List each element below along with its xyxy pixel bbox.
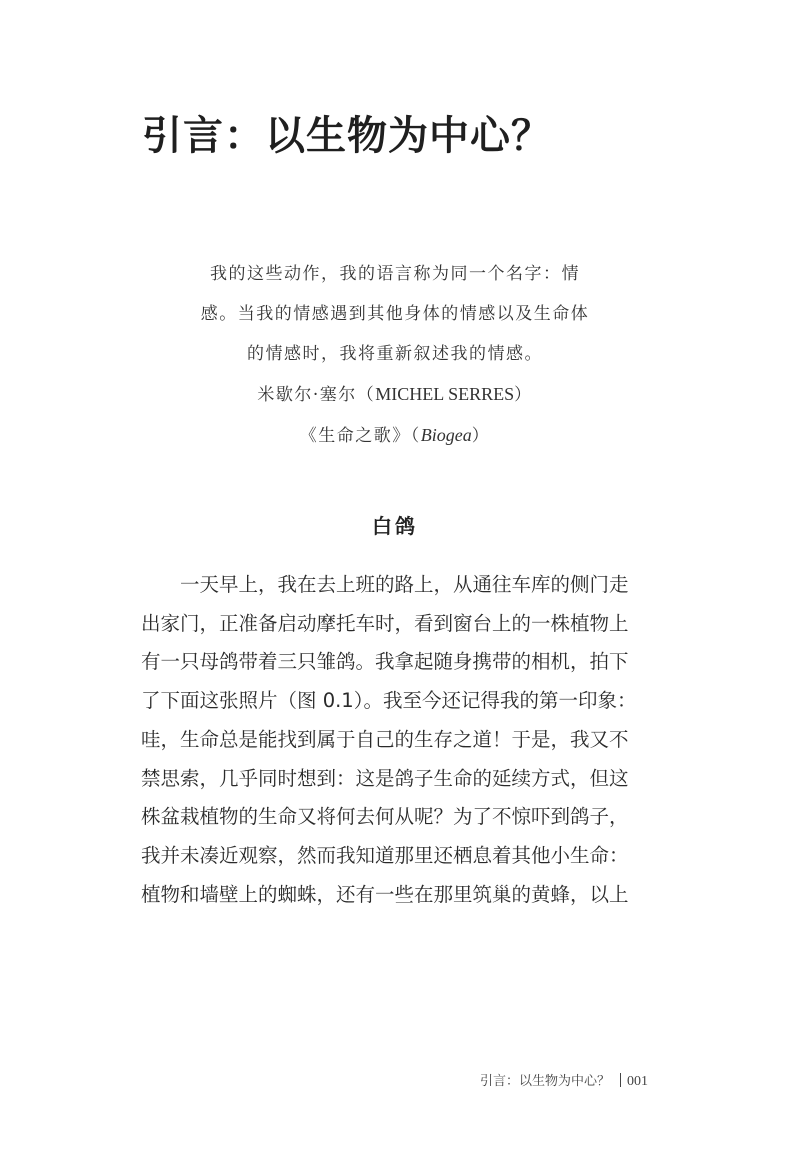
paragraph-line: 哇，生命总是能找到属于自己的生存之道！于是，我又不: [141, 727, 629, 751]
author-paren-open: （: [356, 385, 376, 405]
epigraph-line: 感。当我的情感遇到其他身体的情感以及生命体: [200, 304, 590, 324]
paragraph-line: 植物和墙壁上的蜘蛛，还有一些在那里筑巢的黄蜂，以上: [141, 882, 629, 906]
author-paren-close: ）: [514, 385, 533, 405]
epigraph-line: 我的这些动作，我的语言称为同一个名字：情: [210, 264, 580, 284]
running-title: 引言：以生物为中心？: [479, 1074, 610, 1089]
work-title-en: Biogea: [420, 425, 472, 445]
body-paragraph: [141, 566, 651, 914]
work-paren-close: ）: [471, 426, 491, 446]
paragraph-line: 一天早上，我在去上班的路上，从通往车库的侧门走: [180, 573, 629, 596]
section-heading: 白鸽: [372, 514, 418, 538]
paragraph-line: 株盆栽植物的生命又将何去何从呢？为了不惊吓到鸽子，: [141, 805, 629, 829]
work-title-cn: 《生命之歌》: [299, 426, 411, 446]
paragraph-line: 禁思索，几乎同时想到：这是鸽子生命的延续方式，但这: [141, 766, 629, 790]
author-name-cn: 米歇尔·塞尔: [257, 385, 357, 405]
work-paren-open: （: [410, 426, 421, 446]
paragraph-line: 我并未凑近观察，然而我知道那里还栖息着其他小生命：: [141, 843, 629, 867]
author-name-en: MICHEL SERRES: [375, 384, 515, 404]
footer-divider: [620, 1073, 621, 1087]
page-title: 引言：以生物为中心？: [142, 113, 552, 159]
epigraph: [150, 254, 640, 456]
page-footer: [480, 1070, 648, 1090]
paragraph-line: 了下面这张照片（图 0.1）。我至今还记得我的第一印象：: [141, 689, 637, 713]
paragraph-line: 有一只母鸽带着三只雏鸽。我拿起随身携带的相机，拍下: [141, 650, 629, 674]
epigraph-line: 的情感时，我将重新叙述我的情感。: [247, 344, 543, 364]
epigraph-author: [150, 374, 640, 415]
epigraph-work: [150, 415, 640, 456]
page-number: 001: [627, 1074, 648, 1089]
paragraph-line: 出家门，正准备启动摩托车时，看到窗台上的一株植物上: [141, 611, 629, 635]
